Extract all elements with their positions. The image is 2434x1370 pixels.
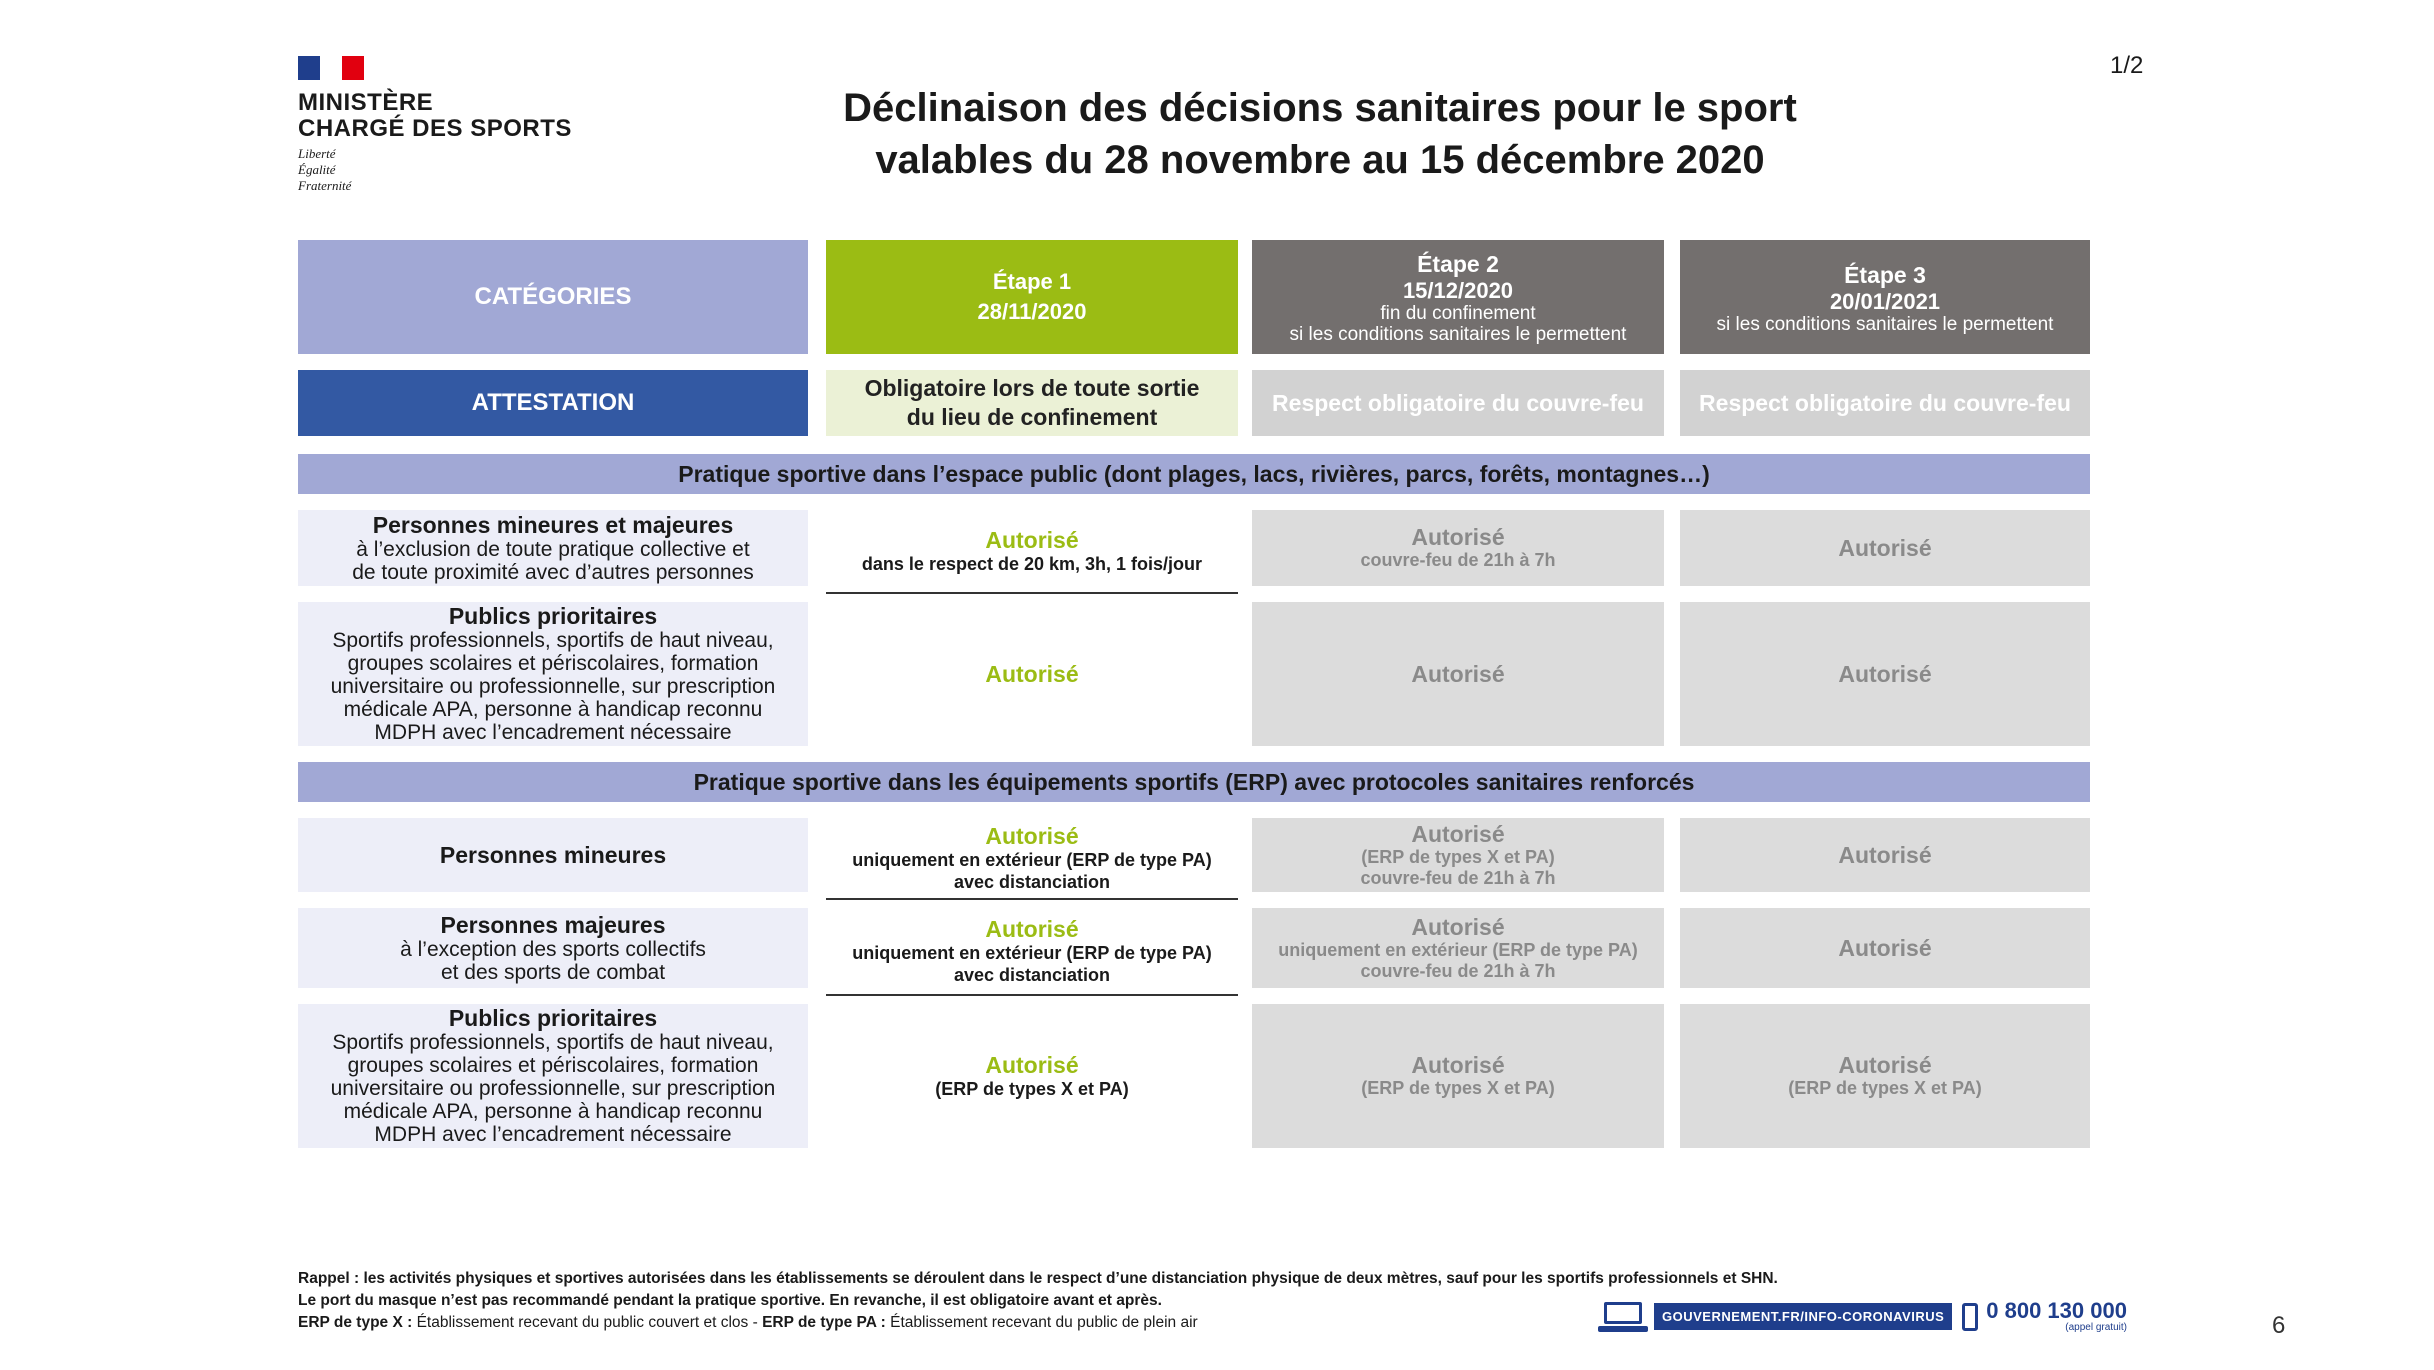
laptop-icon bbox=[1598, 1302, 1648, 1332]
row-label bbox=[298, 908, 808, 988]
phone-note: (appel gratuit) bbox=[2065, 1322, 2127, 1333]
row-label bbox=[298, 1004, 808, 1148]
phone-number[interactable]: 0 800 130 000 bbox=[1986, 1298, 2127, 1323]
motto bbox=[298, 146, 598, 194]
row-line: de toute proximité avec d’autres personnes bbox=[352, 560, 754, 584]
footer-rappel: Rappel : les activités physiques et sportives autorisées dans les établissements se déroulent dans le respect d’une distanciation physique de deux mètres, sauf pour les sportifs professionnels et SHN. bbox=[298, 1270, 1778, 1287]
gov-info-link[interactable]: GOUVERNEMENT.FR/INFO-CORONAVIRUS bbox=[1654, 1303, 1952, 1330]
cell-etape2 bbox=[1252, 510, 1664, 586]
row-heading: Personnes mineures bbox=[439, 841, 667, 868]
row-line: et des sports de combat bbox=[440, 960, 666, 984]
etape2-title: Étape 2 bbox=[1417, 251, 1499, 277]
row-heading: Personnes mineures et majeures bbox=[372, 511, 734, 538]
status-autorise: Autorisé bbox=[985, 822, 1079, 849]
motto-fraternite: Fraternité bbox=[298, 178, 352, 193]
section1-title: Pratique sportive dans l’espace public (dont plages, lacs, rivières, parcs, forêts, montagnes…) bbox=[678, 460, 1710, 487]
row-label bbox=[298, 510, 808, 586]
attestation-etape2 bbox=[1252, 370, 1664, 436]
header-categories bbox=[298, 240, 808, 354]
cell-etape3 bbox=[1680, 602, 2090, 746]
cell-etape2 bbox=[1252, 908, 1664, 988]
row-line: universitaire ou professionnelle, sur prescription bbox=[330, 1077, 776, 1100]
status-autorise: Autorisé bbox=[1838, 1052, 1932, 1078]
etape3-title: Étape 3 bbox=[1844, 261, 1926, 288]
status-detail: avec distanciation bbox=[953, 964, 1111, 985]
cell-etape1 bbox=[826, 602, 1238, 746]
cell-etape3 bbox=[1680, 1004, 2090, 1148]
attestation-etape1-line2: du lieu de confinement bbox=[906, 404, 1158, 430]
cell-etape2 bbox=[1252, 1004, 1664, 1148]
cell-etape2 bbox=[1252, 818, 1664, 892]
status-detail: couvre-feu de 21h à 7h bbox=[1360, 550, 1556, 570]
phone-icon bbox=[1962, 1303, 1978, 1331]
footer-erp-x-text: Établissement recevant du public couvert et clos - bbox=[412, 1314, 763, 1331]
status-autorise: Autorisé bbox=[1838, 934, 1932, 961]
row-heading: Publics prioritaires bbox=[448, 603, 658, 629]
header-etape1 bbox=[826, 240, 1238, 354]
header-categories-label: CATÉGORIES bbox=[474, 283, 632, 310]
status-detail: uniquement en extérieur (ERP de type PA) bbox=[852, 849, 1212, 870]
status-autorise: Autorisé bbox=[1411, 820, 1505, 847]
status-detail: couvre-feu de 21h à 7h bbox=[1360, 867, 1556, 888]
footer-erp-pa-text: Établissement recevant du public de plein air bbox=[885, 1314, 1198, 1331]
etape2-line1: fin du confinement bbox=[1380, 303, 1536, 324]
footer-notes bbox=[298, 1268, 1778, 1334]
cell-etape1 bbox=[826, 908, 1238, 996]
header-etape2 bbox=[1252, 240, 1664, 354]
attestation-etape3 bbox=[1680, 370, 2090, 436]
attestation-etape1-line1: Obligatoire lors de toute sortie bbox=[864, 375, 1200, 401]
row-heading: Personnes majeures bbox=[440, 911, 666, 938]
status-detail: uniquement en extérieur (ERP de type PA) bbox=[852, 942, 1212, 963]
cell-etape3 bbox=[1680, 818, 2090, 892]
etape1-title: Étape 1 bbox=[992, 269, 1072, 294]
cell-etape3 bbox=[1680, 908, 2090, 988]
marianne-flag-icon bbox=[298, 56, 364, 80]
etape3-date: 20/01/2021 bbox=[1829, 288, 1941, 314]
status-detail: uniquement en extérieur (ERP de type PA) bbox=[1278, 939, 1638, 960]
page-title bbox=[780, 82, 1860, 186]
attestation-etape3-text: Respect obligatoire du couvre-feu bbox=[1699, 389, 2071, 416]
section-espace-public bbox=[298, 454, 2090, 494]
motto-egalite: Égalité bbox=[298, 162, 336, 177]
status-autorise: Autorisé bbox=[985, 526, 1079, 553]
status-autorise: Autorisé bbox=[1838, 660, 1932, 687]
status-detail: (ERP de types X et PA) bbox=[935, 1078, 1129, 1099]
status-autorise: Autorisé bbox=[1411, 913, 1505, 940]
status-detail: (ERP de types X et PA) bbox=[1361, 1078, 1555, 1098]
attestation-label bbox=[298, 370, 808, 436]
row-line: MDPH avec l’encadrement nécessaire bbox=[374, 721, 732, 744]
row-line: Sportifs professionnels, sportifs de haut niveau, bbox=[332, 1031, 774, 1054]
page-indicator: 1/2 bbox=[2110, 52, 2144, 79]
status-autorise: Autorisé bbox=[1411, 524, 1505, 550]
ministry-logo bbox=[298, 56, 598, 194]
gov-info-banner bbox=[1598, 1300, 2127, 1333]
row-line: groupes scolaires et périscolaires, formation bbox=[347, 652, 759, 675]
status-detail: avec distanciation bbox=[953, 871, 1111, 892]
status-detail: dans le respect de 20 km, 3h, 1 fois/jour bbox=[861, 553, 1203, 574]
status-detail: couvre-feu de 21h à 7h bbox=[1360, 960, 1556, 981]
status-detail: (ERP de types X et PA) bbox=[1361, 846, 1555, 867]
cell-etape3 bbox=[1680, 510, 2090, 586]
row-line: médicale APA, personne à handicap reconnu bbox=[343, 1100, 763, 1123]
footer-erp-pa-label: ERP de type PA : bbox=[762, 1314, 886, 1331]
etape3-line1: si les conditions sanitaires le permettent bbox=[1716, 313, 2054, 335]
cell-etape1 bbox=[826, 1004, 1238, 1148]
footer-erp-x-label: ERP de type X : bbox=[298, 1314, 413, 1331]
cell-etape1 bbox=[826, 818, 1238, 900]
header-etape3 bbox=[1680, 240, 2090, 354]
section2-title: Pratique sportive dans les équipements sportifs (ERP) avec protocoles sanitaires renforcés bbox=[693, 768, 1695, 795]
row-line: Sportifs professionnels, sportifs de haut niveau, bbox=[332, 629, 774, 652]
row-label bbox=[298, 818, 808, 892]
ministry-name-line1: MINISTÈRE bbox=[298, 89, 434, 116]
ministry-name-line2: CHARGÉ DES SPORTS bbox=[298, 115, 572, 142]
row-line: groupes scolaires et périscolaires, formation bbox=[347, 1054, 759, 1077]
etape1-date: 28/11/2020 bbox=[977, 299, 1087, 324]
row-line: MDPH avec l’encadrement nécessaire bbox=[374, 1123, 732, 1146]
row-line: à l’exclusion de toute pratique collective et bbox=[356, 537, 750, 561]
slide-number: 6 bbox=[2272, 1312, 2286, 1339]
attestation-etape1 bbox=[826, 370, 1238, 436]
section-erp bbox=[298, 762, 2090, 802]
row-line: médicale APA, personne à handicap reconnu bbox=[343, 698, 763, 721]
cell-etape1 bbox=[826, 510, 1238, 594]
row-label bbox=[298, 602, 808, 746]
motto-liberte: Liberté bbox=[298, 146, 336, 161]
attestation-etape2-text: Respect obligatoire du couvre-feu bbox=[1272, 389, 1644, 416]
footer-masque: Le port du masque n’est pas recommandé pendant la pratique sportive. En revanche, il est obligatoire avant et après. bbox=[298, 1292, 1162, 1309]
row-line: universitaire ou professionnelle, sur prescription bbox=[330, 675, 776, 698]
etape2-date: 15/12/2020 bbox=[1402, 278, 1514, 303]
status-autorise: Autorisé bbox=[1411, 1052, 1505, 1078]
row-heading: Publics prioritaires bbox=[448, 1005, 658, 1031]
status-autorise: Autorisé bbox=[985, 1051, 1079, 1078]
status-autorise: Autorisé bbox=[1838, 841, 1932, 868]
status-detail: (ERP de types X et PA) bbox=[1788, 1078, 1982, 1098]
status-autorise: Autorisé bbox=[985, 660, 1079, 687]
status-autorise: Autorisé bbox=[1411, 660, 1505, 687]
attestation-label-text: ATTESTATION bbox=[471, 389, 635, 416]
etape2-line2: si les conditions sanitaires le permettent bbox=[1289, 324, 1627, 345]
title-line1: Déclinaison des décisions sanitaires pour le sport bbox=[843, 86, 1797, 130]
status-autorise: Autorisé bbox=[985, 915, 1079, 942]
status-autorise: Autorisé bbox=[1838, 534, 1932, 561]
row-line: à l’exception des sports collectifs bbox=[400, 937, 706, 961]
title-line2: valables du 28 novembre au 15 décembre 2020 bbox=[875, 138, 1765, 182]
cell-etape2 bbox=[1252, 602, 1664, 746]
